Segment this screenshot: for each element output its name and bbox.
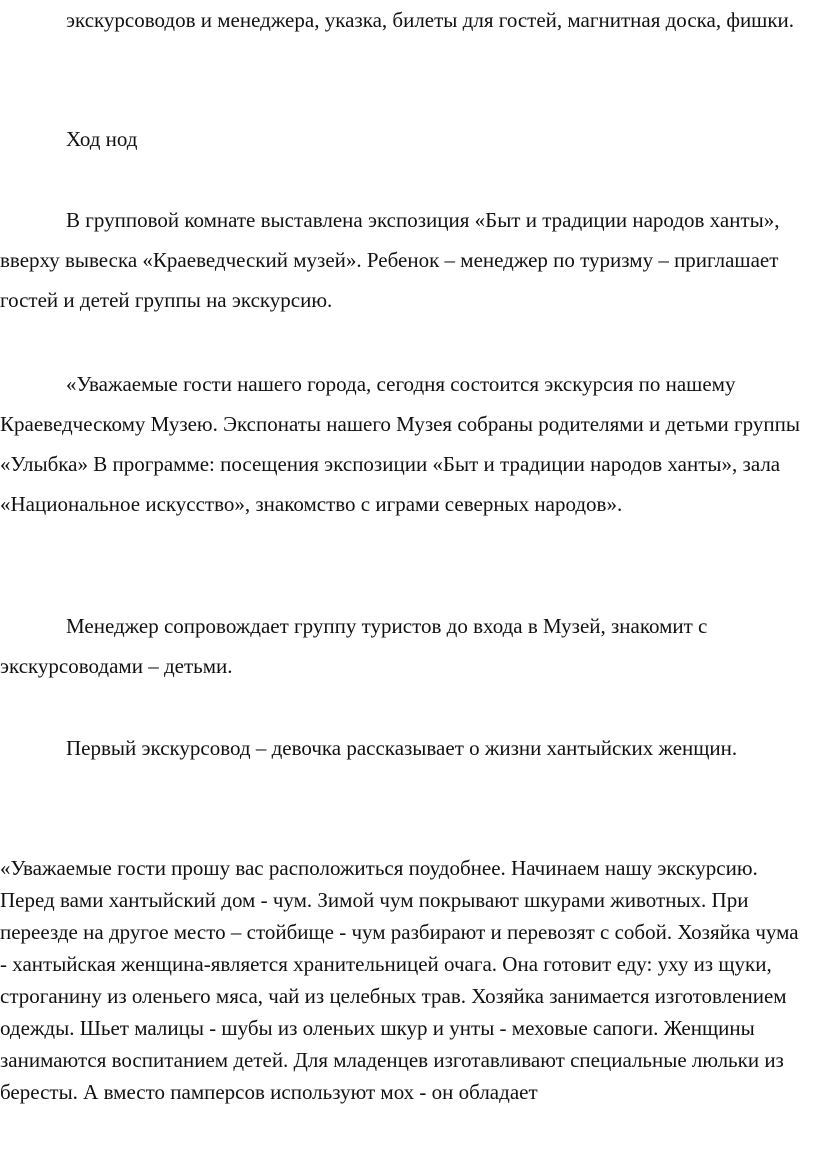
- paragraph-first-guide: Первый экскурсовод – девочка рассказывает о жизни хантыйских женщин.: [66, 736, 738, 760]
- paragraph-exposition-setup: В групповой комнате выставлена экспозиция «Быт и традиции народов ханты», вверху вывеска «Краеведческий музей». Ребенок – менеджер по туризму – приглашает гостей и детей группы на экскурсию.: [0, 208, 780, 312]
- paragraph-guide-speech: «Уважаемые гости прошу вас расположиться поудобнее. Начинаем нашу экскурсию. Перед вами хантыйский дом - чум. Зимой чум покрывают шкурами животных. При переезде на другое место – стойбище - чум разбирают и перевозят с собой. Хозяйка чума - хантыйская женщина-является хранительницей очага. Она готовит еду: уху из щуки, строганину из оленьего мяса, чай из целебных трав. Хозяйка занимается изготовлением одежды. Шьет малицы - шубы из оленьих шкур и унты - меховые сапоги. Женщины занимаются воспитанием детей. Для младенцев изготавливают специальные люльки из бересты. А вместо памперсов используют мох - он обладает: [0, 856, 799, 1104]
- paragraph-materials-continuation: экскурсоводов и менеджера, указка, билеты для гостей, магнитная доска, фишки.: [66, 8, 795, 32]
- paragraph-heading-course: Ход нод: [66, 127, 138, 151]
- paragraph-manager-escorts: Менеджер сопровождает группу туристов до входа в Музей, знакомит с экскурсоводами – детьми.: [0, 614, 708, 678]
- paragraph-manager-greeting: «Уважаемые гости нашего города, сегодня состоится экскурсия по нашему Краеведческому Музею. Экспонаты нашего Музея собраны родителями и детьми группы «Улыбка» В программе: посещения экспозиции «Быт и традиции народов ханты», зала «Национальное искусство», знакомство с играми северных народов».: [0, 372, 800, 516]
